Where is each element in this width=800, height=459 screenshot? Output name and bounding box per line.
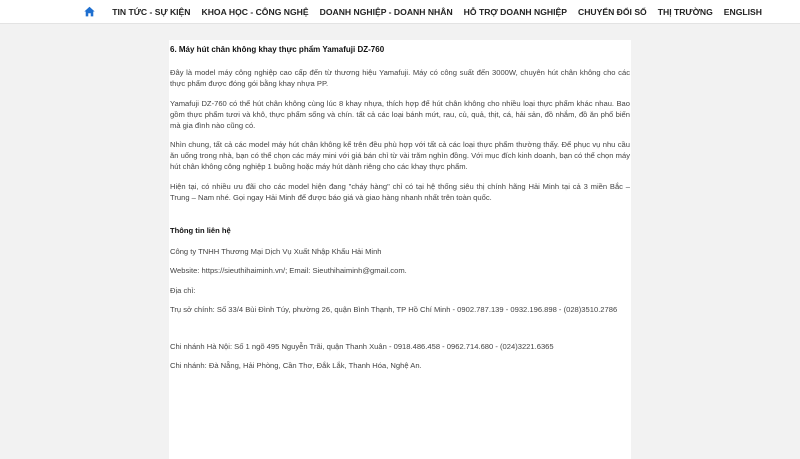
article-content — [170, 44, 630, 380]
home-icon-glyph — [84, 6, 95, 17]
article-paragraph: Hiện tại, có nhiều ưu đãi cho các model hiện đang "cháy hàng" chỉ có tại hệ thống siêu thị chính hãng Hải Minh tại cả 3 miền Bắc – Trung – Nam nhé. Gọi ngay Hải Minh để được báo giá và giao hàng nhanh nhất trên toàn quốc. — [170, 181, 630, 202]
nav-item-tin-tuc-su-kien[interactable]: TIN TỨC - SỰ KIỆN — [112, 6, 191, 17]
contact-head-office: Trụ sở chính: Số 33/4 Bùi Đình Túy, phường 26, quận Bình Thạnh, TP Hồ Chí Minh - 0902.787.139 - 0932.196.898 - (028)3510.2786 — [170, 305, 618, 314]
section-heading: 6. Máy hút chân không khay thực phẩm Yamafuji DZ-760 — [170, 45, 385, 54]
contact-website-email[interactable]: Website: https://sieuthihaiminh.vn/; Email: Sieuthihaiminh@gmail.com. — [170, 266, 407, 275]
contact-branches: Chi nhánh: Đà Nẵng, Hải Phòng, Cần Thơ, Đắk Lắk, Thanh Hóa, Nghệ An. — [170, 361, 422, 370]
article-paragraph: Yamafuji DZ-760 có thể hút chân không cùng lúc 8 khay nhựa, thích hợp để hút chân không cho nhiều loại thực phẩm khác nhau. Bao gồm thực phẩm tươi và khô, thực phẩm sống và chín. tất cả các loại bánh mứt, rau, củ, quả, thịt, cá, hải sản, đồ nhắm, đồ ăn phổ biến mà gia đình nào cũng có. — [170, 98, 630, 130]
home-icon[interactable] — [83, 6, 95, 18]
nav-item-english[interactable]: ENGLISH — [723, 6, 762, 17]
article-paragraph: Đây là model máy công nghiệp cao cấp đến từ thương hiệu Yamafuji. Máy có công suất đến 3000W, chuyên hút chân không cho các thực phẩm được đóng gói bằng khay nhựa PP. — [170, 68, 630, 88]
contact-company: Công ty TNHH Thương Mại Dịch Vụ Xuất Nhập Khẩu Hải Minh — [170, 246, 382, 256]
contact-title: Thông tin liên hệ — [170, 225, 231, 235]
nav-item-chuyen-doi-so[interactable]: CHUYỂN ĐỔI SỐ — [577, 6, 647, 17]
nav-item-khoa-hoc-cong-nghe[interactable]: KHOA HỌC - CÔNG NGHỆ — [201, 6, 309, 17]
contact-hanoi-branch: Chi nhánh Hà Nội: Số 1 ngõ 495 Nguyễn Trãi, quận Thanh Xuân - 0918.486.458 - 0962.714.680 - (024)3221.6365 — [170, 341, 554, 351]
nav-item-thi-truong[interactable]: THỊ TRƯỜNG — [657, 6, 713, 17]
spacer — [170, 324, 630, 341]
nav-item-ho-tro-doanh-nghiep[interactable]: HỖ TRỢ DOANH NGHIỆP — [463, 6, 567, 17]
article-paragraph: Nhìn chung, tất cả các model máy hút chân không kể trên đều phù hợp với tất cả các loại thực phẩm thường thấy. Để phục vụ nhu cầu ăn uống trong nhà, bạn có thể chọn các máy mini với giá bán chỉ từ vài trăm nghìn đồng. Với mục đích kinh doanh, bạn có thể chọn máy hút chân không công nghiệp 1 buồng hoặc máy hút dành riêng cho các khay thực phẩm. — [170, 140, 630, 171]
contact-address-label: Địa chỉ: — [170, 285, 196, 295]
top-navigation-bar — [0, 0, 800, 24]
nav-item-doanh-nghiep-doanh-nhan[interactable]: DOANH NGHIỆP - DOANH NHÂN — [319, 6, 453, 17]
